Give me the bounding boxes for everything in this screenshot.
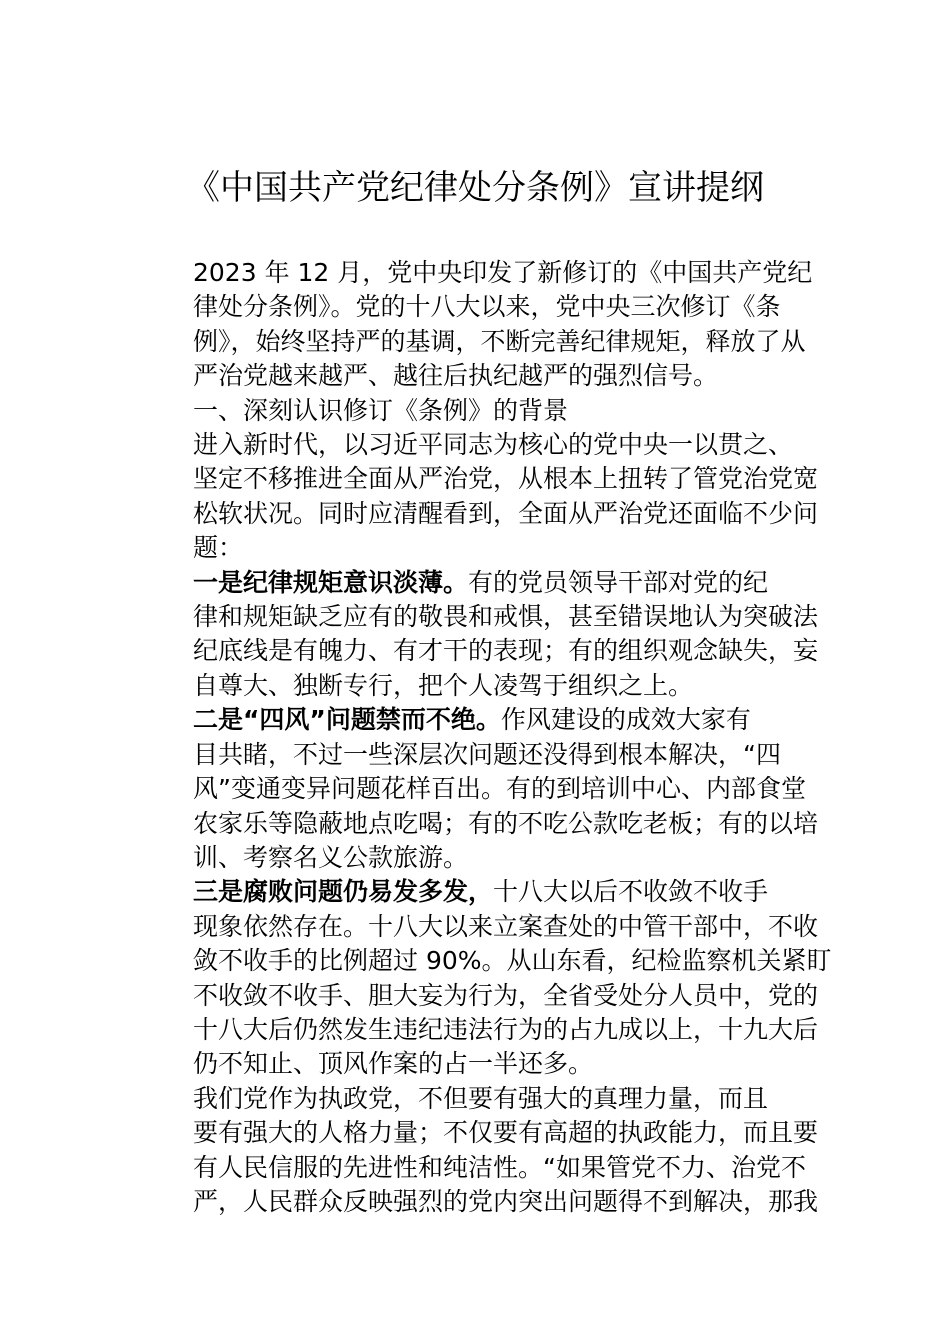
text-line: 松软状况。同时应清醒看到，全面从严治党还面临不少问 bbox=[193, 498, 819, 528]
document-title: 《中国共产党纪律处分条例》宣讲提纲 bbox=[186, 168, 764, 208]
text-segment: 十八大以后不收敛不收手 bbox=[493, 877, 769, 907]
paragraph-background bbox=[143, 428, 819, 566]
text-line: 要有强大的人格力量；不仅要有高超的执政能力，而且要 bbox=[193, 1118, 819, 1148]
text-line: 进入新时代，以习近平同志为核心的党中央一以贯之、 bbox=[193, 430, 794, 460]
paragraph-intro bbox=[143, 256, 811, 394]
text-line: 目共睹，不过一些深层次问题还没得到根本解决，“四 bbox=[193, 739, 781, 769]
text-line: 坚定不移推进全面从严治党，从根本上扭转了管党治党宽 bbox=[193, 464, 819, 494]
text-line: 训、考察名义公款旅游。 bbox=[193, 842, 469, 872]
text-line: 风”变通变异问题花样百出。有的到培训中心、内部食堂 bbox=[193, 774, 806, 804]
text-line: 不收敛不收手、胆大妄为行为，全省受处分人员中，党的 bbox=[193, 980, 819, 1010]
text-line: 十八大后仍然发生违纪违法行为的占九成以上，十九大后 bbox=[193, 1014, 819, 1044]
text-line: 敛不收手的比例超过 90%。从山东看，纪检监察机关紧盯 bbox=[193, 946, 832, 976]
text-line: 严治党越来越严、越往后执纪越严的强烈信号。 bbox=[193, 361, 719, 391]
section-heading bbox=[143, 394, 811, 428]
text-line: 律处分条例》。党的十八大以来，党中央三次修订《条 bbox=[193, 292, 781, 322]
text-line: 题： bbox=[193, 533, 244, 563]
text-line: 例》，始终坚持严的基调，不断完善纪律规矩，释放了从 bbox=[193, 326, 806, 356]
paragraph-point-one bbox=[143, 566, 819, 704]
text-line: 自尊大、独断专行，把个人凌驾于组织之上。 bbox=[193, 670, 694, 700]
text-line bbox=[143, 703, 811, 737]
point-lead: 三是腐败问题仍易发多发， bbox=[193, 877, 494, 907]
paragraph-point-three bbox=[143, 875, 832, 1081]
text-line: 律和规矩缺乏应有的敬畏和戒惧，甚至错误地认为突破法 bbox=[193, 602, 819, 632]
text-line: 严，人民群众反映强烈的党内突出问题得不到解决，那我 bbox=[193, 1186, 819, 1216]
text-line: 有人民信服的先进性和纯洁性。“如果管党不力、治党不 bbox=[193, 1152, 806, 1182]
text-segment: 作风建设的成效大家有 bbox=[500, 705, 751, 735]
section-heading-text: 一、深刻认识修订《条例》的背景 bbox=[193, 395, 569, 425]
text-line: 我们党作为执政党，不但要有强大的真理力量，而且 bbox=[193, 1083, 769, 1113]
paragraph-conclusion bbox=[143, 1082, 819, 1220]
text-segment: 有的党员领导干部对党的纪 bbox=[468, 567, 769, 597]
text-line: 仍不知止、顶风作案的占一半还多。 bbox=[193, 1049, 594, 1079]
paragraph-point-two bbox=[143, 703, 819, 875]
text-line: 2023 年 12 月，党中央印发了新修订的《中国共产党纪 bbox=[193, 258, 813, 287]
text-line: 现象依然存在。十八大以来立案查处的中管干部中，不收 bbox=[193, 911, 819, 941]
text-line: 农家乐等隐蔽地点吃喝；有的不吃公款吃老板；有的以培 bbox=[193, 808, 819, 838]
document-body bbox=[143, 256, 832, 1219]
text-line: 纪底线是有魄力、有才干的表现；有的组织观念缺失，妄 bbox=[193, 636, 819, 666]
point-lead: 二是“四风”问题禁而不绝。 bbox=[193, 705, 501, 735]
point-lead: 一是纪律规矩意识淡薄。 bbox=[193, 567, 469, 597]
text-line bbox=[143, 566, 811, 600]
text-line bbox=[143, 875, 811, 909]
